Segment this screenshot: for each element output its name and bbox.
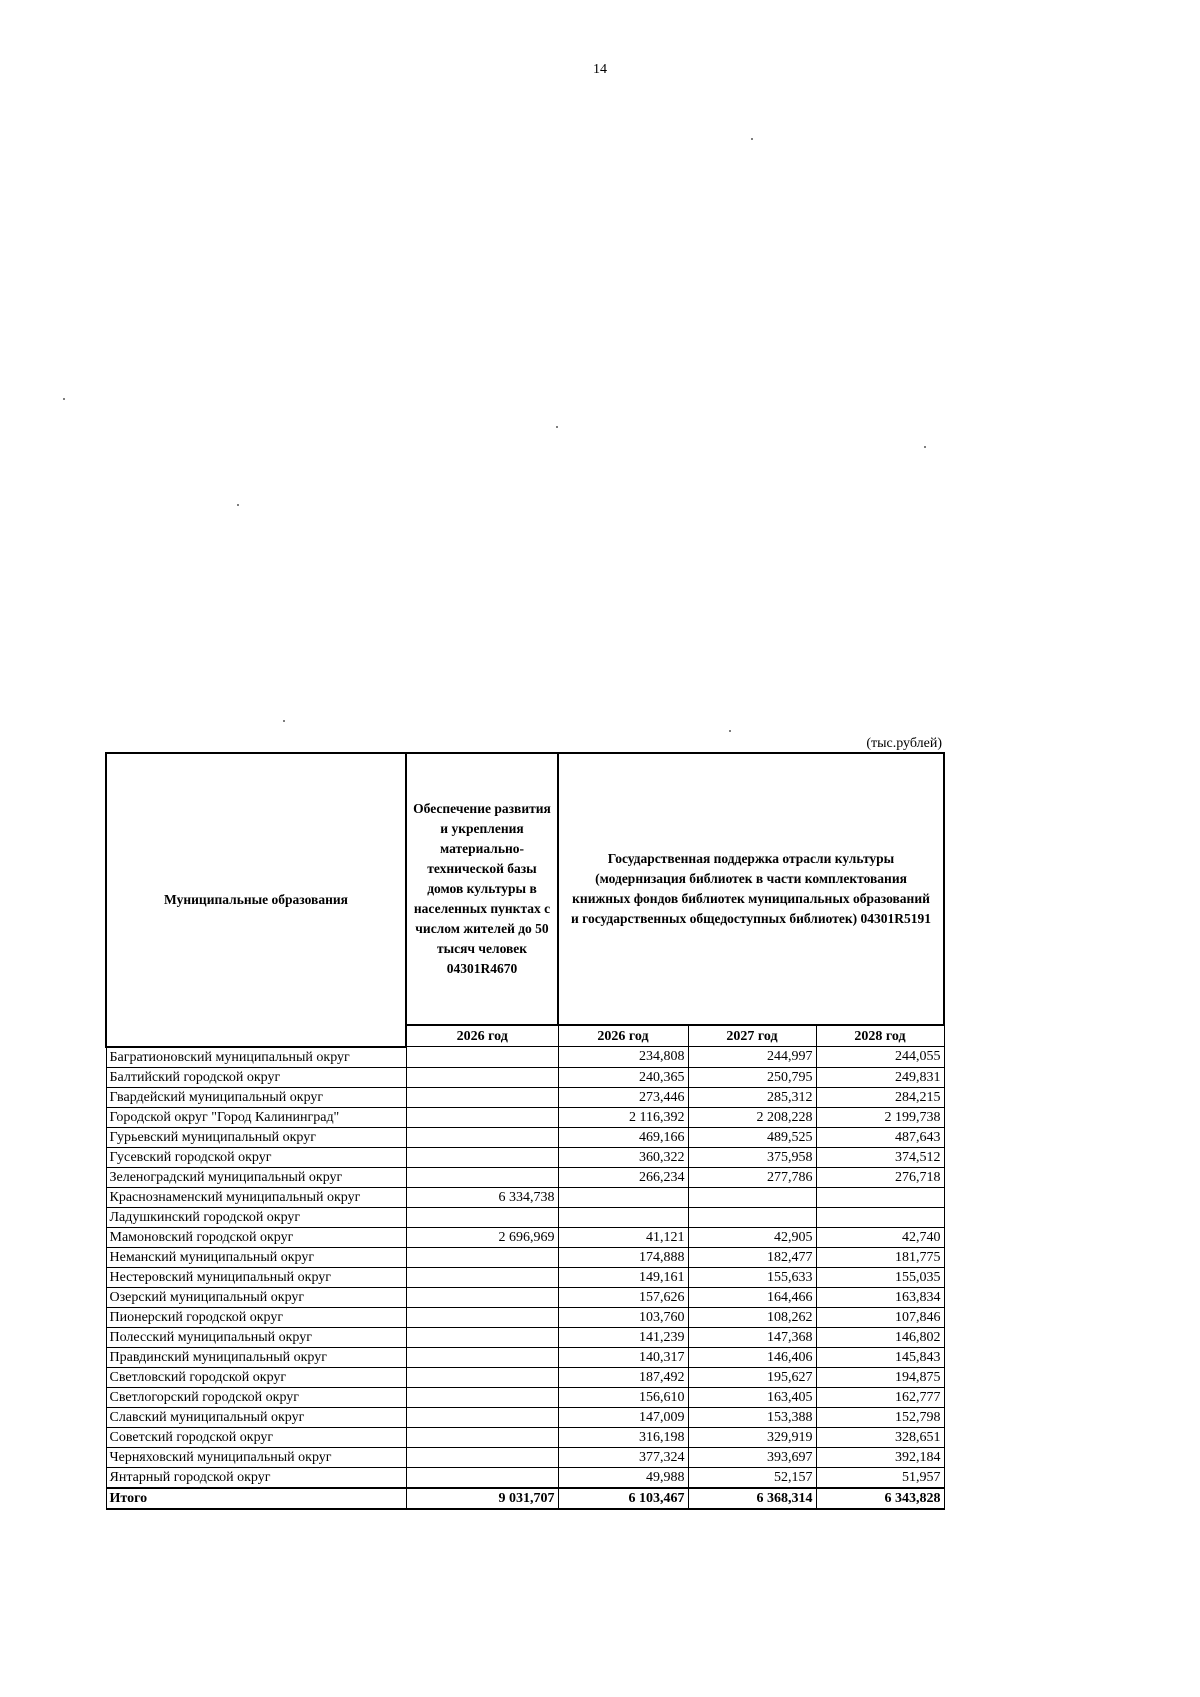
table-row (106, 1147, 944, 1167)
row-name: Краснознаменский муниципальный округ (106, 1187, 406, 1207)
cell-col3: 147,368 (688, 1327, 816, 1347)
row-name: Мамоновский городской округ (106, 1227, 406, 1247)
cell-col1 (406, 1067, 558, 1087)
cell-col4: 145,843 (816, 1347, 944, 1367)
year-col3: 2027 год (688, 1025, 816, 1047)
cell-col2: 273,446 (558, 1087, 688, 1107)
row-name: Советский городской округ (106, 1427, 406, 1447)
cell-col4 (816, 1187, 944, 1207)
cell-col4: 146,802 (816, 1327, 944, 1347)
cell-col4: 194,875 (816, 1367, 944, 1387)
scan-speck (729, 730, 731, 732)
cell-col1: 2 696,969 (406, 1227, 558, 1247)
cell-col2: 360,322 (558, 1147, 688, 1167)
cell-col1 (406, 1447, 558, 1467)
row-name: Пионерский городской округ (106, 1307, 406, 1327)
cell-col2: 141,239 (558, 1327, 688, 1347)
year-col1: 2026 год (406, 1025, 558, 1047)
header-row (106, 753, 944, 1025)
row-name: Янтарный городской округ (106, 1467, 406, 1488)
cell-col3: 52,157 (688, 1467, 816, 1488)
total-col1: 9 031,707 (406, 1488, 558, 1509)
cell-col4: 107,846 (816, 1307, 944, 1327)
cell-col1 (406, 1347, 558, 1367)
cell-col4: 244,055 (816, 1047, 944, 1068)
cell-col3: 146,406 (688, 1347, 816, 1367)
row-name: Зеленоградский муниципальный округ (106, 1167, 406, 1187)
cell-col3: 153,388 (688, 1407, 816, 1427)
cell-col3: 244,997 (688, 1047, 816, 1068)
cell-col1 (406, 1367, 558, 1387)
cell-col2: 49,988 (558, 1467, 688, 1488)
table-row (106, 1067, 944, 1087)
budget-table (105, 752, 945, 1510)
cell-col1 (406, 1387, 558, 1407)
total-label: Итого (106, 1488, 406, 1509)
cell-col2: 469,166 (558, 1127, 688, 1147)
cell-col4: 181,775 (816, 1247, 944, 1267)
cell-col3: 108,262 (688, 1307, 816, 1327)
cell-col4: 163,834 (816, 1287, 944, 1307)
cell-col1 (406, 1167, 558, 1187)
total-row (106, 1488, 944, 1509)
total-col4: 6 343,828 (816, 1488, 944, 1509)
table-row (106, 1467, 944, 1488)
row-name: Неманский муниципальный округ (106, 1247, 406, 1267)
cell-col1 (406, 1467, 558, 1488)
scan-speck (237, 504, 239, 506)
cell-col3: 375,958 (688, 1147, 816, 1167)
unit-label: (тыс.рублей) (866, 736, 942, 751)
row-name: Балтийский городской округ (106, 1067, 406, 1087)
table-row (106, 1227, 944, 1247)
row-name: Черняховский муниципальный округ (106, 1447, 406, 1467)
cell-col2: 174,888 (558, 1247, 688, 1267)
cell-col1 (406, 1287, 558, 1307)
cell-col1 (406, 1407, 558, 1427)
table-row (106, 1267, 944, 1287)
cell-col1 (406, 1047, 558, 1068)
table-row (106, 1047, 944, 1068)
cell-col1 (406, 1107, 558, 1127)
table-row (106, 1447, 944, 1467)
cell-col4: 374,512 (816, 1147, 944, 1167)
cell-col1: 6 334,738 (406, 1187, 558, 1207)
cell-col4: 51,957 (816, 1467, 944, 1488)
cell-col1 (406, 1127, 558, 1147)
cell-col1 (406, 1427, 558, 1447)
cell-col1 (406, 1247, 558, 1267)
cell-col4: 2 199,738 (816, 1107, 944, 1127)
row-name: Гурьевский муниципальный округ (106, 1127, 406, 1147)
total-col3: 6 368,314 (688, 1488, 816, 1509)
cell-col4: 155,035 (816, 1267, 944, 1287)
cell-col3: 277,786 (688, 1167, 816, 1187)
table-row (106, 1347, 944, 1367)
row-name: Городской округ "Город Калининград" (106, 1107, 406, 1127)
cell-col2: 377,324 (558, 1447, 688, 1467)
header-col2: Государственная поддержка отрасли культуры (модернизация библиотек в части комплектования книжных фондов библиотек муниципальных образований и государственных общедоступных библиотек) 04301R5191 (558, 753, 944, 1025)
row-name: Озерский муниципальный округ (106, 1287, 406, 1307)
cell-col4: 328,651 (816, 1427, 944, 1447)
cell-col3: 393,697 (688, 1447, 816, 1467)
cell-col2 (558, 1187, 688, 1207)
cell-col2: 149,161 (558, 1267, 688, 1287)
cell-col3: 489,525 (688, 1127, 816, 1147)
scan-speck (556, 426, 558, 428)
table-row (106, 1207, 944, 1227)
cell-col2: 187,492 (558, 1367, 688, 1387)
cell-col1 (406, 1327, 558, 1347)
header-municipality: Муниципальные образования (106, 753, 406, 1047)
scan-speck (283, 720, 285, 722)
cell-col3: 195,627 (688, 1367, 816, 1387)
row-name: Славский муниципальный округ (106, 1407, 406, 1427)
cell-col3: 285,312 (688, 1087, 816, 1107)
row-name: Светловский городской округ (106, 1367, 406, 1387)
table-row (106, 1087, 944, 1107)
cell-col2: 266,234 (558, 1167, 688, 1187)
cell-col4: 42,740 (816, 1227, 944, 1247)
year-col2: 2026 год (558, 1025, 688, 1047)
row-name: Полесский муниципальный округ (106, 1327, 406, 1347)
table-row (106, 1127, 944, 1147)
row-name: Гусевский городской округ (106, 1147, 406, 1167)
total-col2: 6 103,467 (558, 1488, 688, 1509)
cell-col2: 240,365 (558, 1067, 688, 1087)
cell-col1 (406, 1147, 558, 1167)
cell-col4: 284,215 (816, 1087, 944, 1107)
scan-speck (63, 398, 65, 400)
table-row (106, 1387, 944, 1407)
cell-col4 (816, 1207, 944, 1227)
cell-col2: 147,009 (558, 1407, 688, 1427)
row-name: Гвардейский муниципальный округ (106, 1087, 406, 1107)
cell-col3: 164,466 (688, 1287, 816, 1307)
table-row (106, 1367, 944, 1387)
cell-col4: 276,718 (816, 1167, 944, 1187)
cell-col2: 157,626 (558, 1287, 688, 1307)
scan-speck (924, 446, 926, 448)
cell-col2: 316,198 (558, 1427, 688, 1447)
row-name: Ладушкинский городской округ (106, 1207, 406, 1227)
cell-col1 (406, 1267, 558, 1287)
cell-col3: 250,795 (688, 1067, 816, 1087)
table-row (106, 1427, 944, 1447)
cell-col3: 329,919 (688, 1427, 816, 1447)
cell-col2: 156,610 (558, 1387, 688, 1407)
cell-col3: 2 208,228 (688, 1107, 816, 1127)
year-col4: 2028 год (816, 1025, 944, 1047)
table-row (106, 1247, 944, 1267)
cell-col3: 163,405 (688, 1387, 816, 1407)
cell-col2 (558, 1207, 688, 1227)
table-row (106, 1407, 944, 1427)
cell-col3 (688, 1207, 816, 1227)
cell-col4: 249,831 (816, 1067, 944, 1087)
cell-col3: 182,477 (688, 1247, 816, 1267)
table-row (106, 1187, 944, 1207)
cell-col2: 140,317 (558, 1347, 688, 1367)
cell-col2: 2 116,392 (558, 1107, 688, 1127)
cell-col1 (406, 1087, 558, 1107)
cell-col2: 234,808 (558, 1047, 688, 1068)
cell-col3: 42,905 (688, 1227, 816, 1247)
page-number: 14 (593, 62, 607, 77)
table-row (106, 1107, 944, 1127)
header-col1: Обеспечение развития и укрепления материально-технической базы домов культуры в населенных пунктах с числом жителей до 50 тысяч человек 04301R4670 (406, 753, 558, 1025)
table-row (106, 1307, 944, 1327)
row-name: Правдинский муниципальный округ (106, 1347, 406, 1367)
cell-col3: 155,633 (688, 1267, 816, 1287)
cell-col4: 162,777 (816, 1387, 944, 1407)
cell-col4: 152,798 (816, 1407, 944, 1427)
row-name: Багратионовский муниципальный округ (106, 1047, 406, 1068)
cell-col2: 41,121 (558, 1227, 688, 1247)
scan-speck (751, 138, 753, 140)
cell-col4: 392,184 (816, 1447, 944, 1467)
row-name: Светлогорский городской округ (106, 1387, 406, 1407)
table-row (106, 1287, 944, 1307)
cell-col4: 487,643 (816, 1127, 944, 1147)
cell-col3 (688, 1187, 816, 1207)
cell-col1 (406, 1207, 558, 1227)
cell-col1 (406, 1307, 558, 1327)
table-row (106, 1167, 944, 1187)
row-name: Нестеровский муниципальный округ (106, 1267, 406, 1287)
table-row (106, 1327, 944, 1347)
cell-col2: 103,760 (558, 1307, 688, 1327)
